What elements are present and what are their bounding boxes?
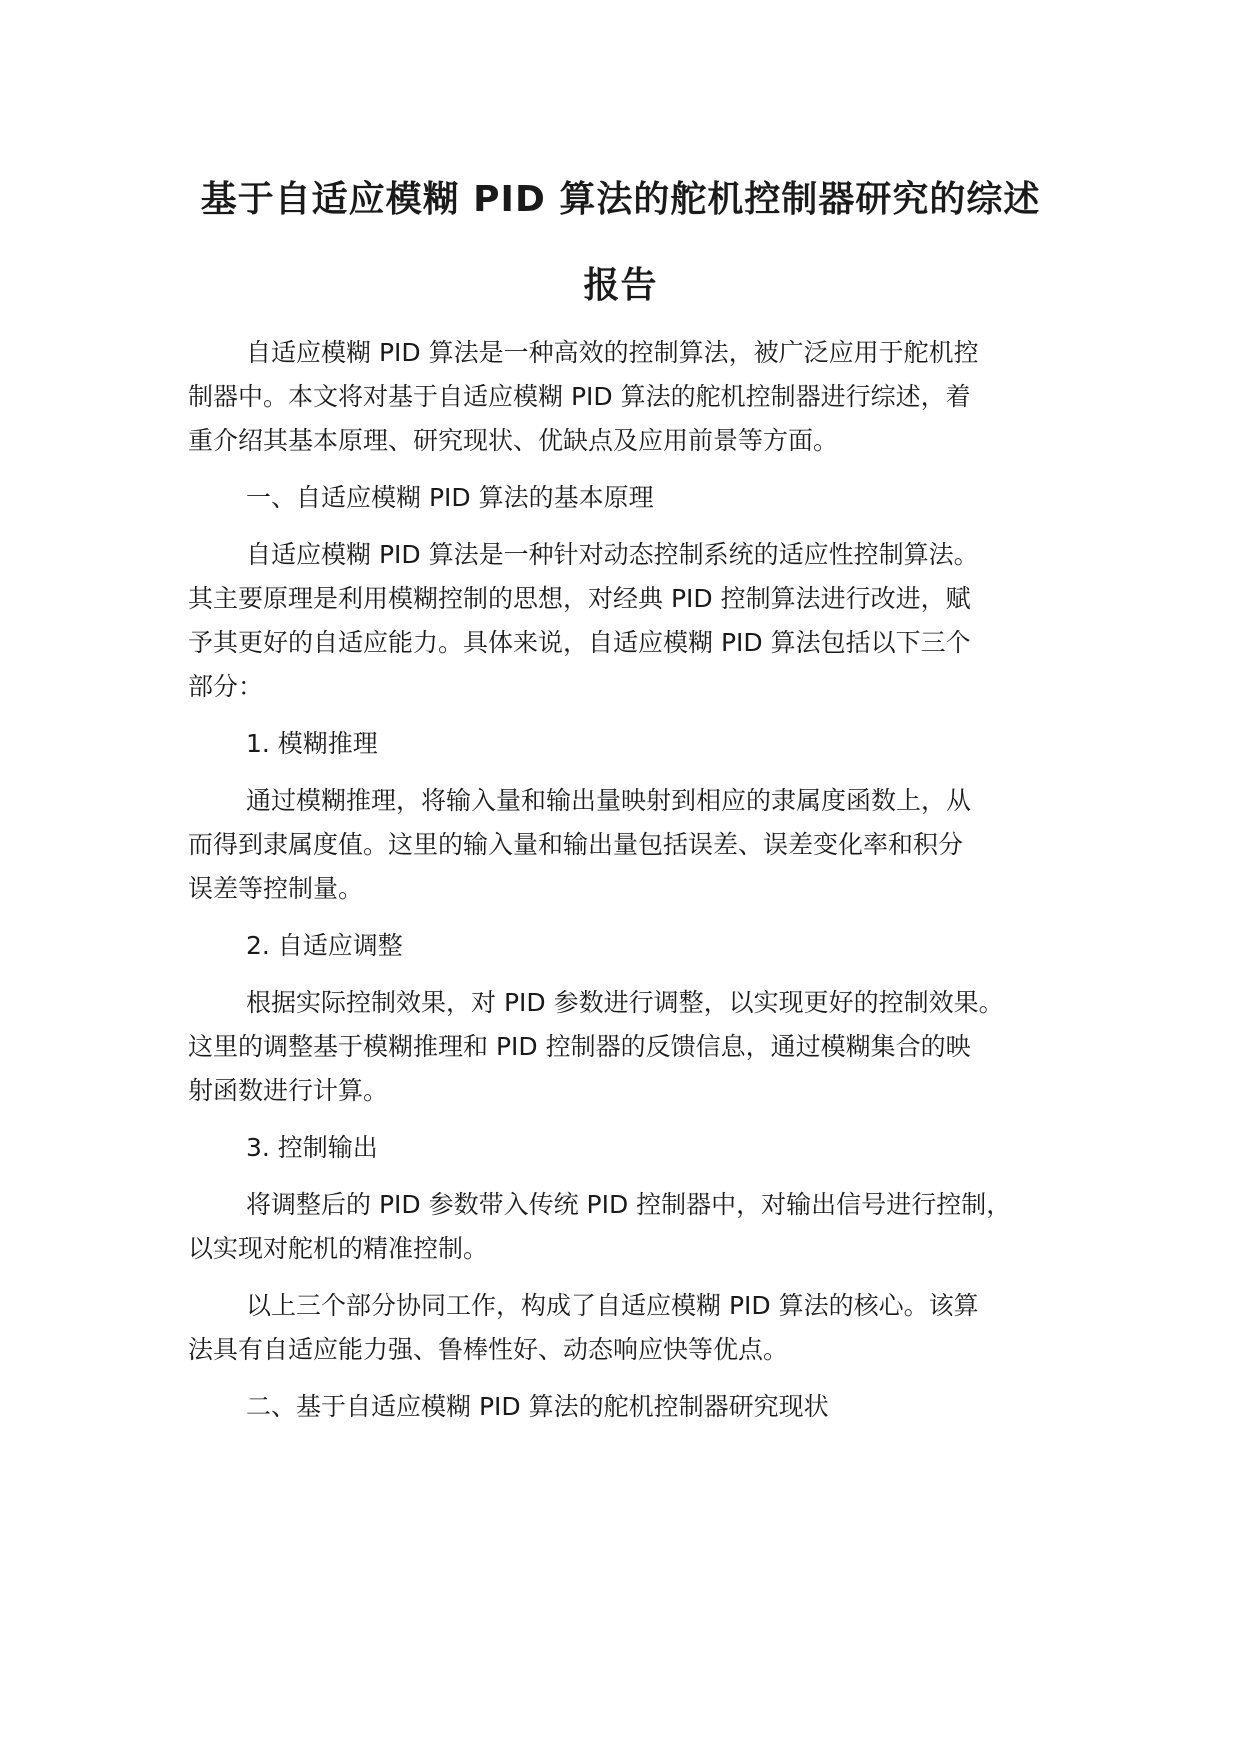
paragraph-line: 予其更好的自适应能力。具体来说，自适应模糊 PID 算法包括以下三个 — [188, 628, 971, 657]
paragraph-line: 以上三个部分协同工作，构成了自适应模糊 PID 算法的核心。该算 — [246, 1291, 979, 1320]
paragraph-line: 通过模糊推理，将输入量和输出量映射到相应的隶属度函数上，从 — [246, 786, 972, 815]
paragraph-line: 自适应模糊 PID 算法是一种高效的控制算法，被广泛应用于舵机控 — [246, 338, 979, 367]
paragraph-line: 法具有自适应能力强、鲁棒性好、动态响应快等优点。 — [188, 1335, 789, 1364]
paragraph-line: 将调整后的 PID 参数带入传统 PID 控制器中，对输出信号进行控制， — [246, 1190, 1012, 1219]
document-title-line-2: 报告 — [583, 265, 658, 306]
paragraph-line: 自适应模糊 PID 算法是一种针对动态控制系统的适应性控制算法。 — [246, 540, 979, 569]
paragraph-line: 部分： — [188, 672, 264, 701]
section-heading: 二、基于自适应模糊 PID 算法的舵机控制器研究现状 — [246, 1392, 829, 1421]
paragraph-line: 以实现对舵机的精准控制。 — [188, 1234, 489, 1263]
paragraph-line: 射函数进行计算。 — [188, 1076, 389, 1105]
paragraph-line: 而得到隶属度值。这里的输入量和输出量包括误差、误差变化率和积分 — [188, 830, 964, 859]
list-item-heading: 3. 控制输出 — [246, 1133, 378, 1162]
list-item-heading: 1. 模糊推理 — [246, 729, 378, 758]
paragraph-line: 这里的调整基于模糊推理和 PID 控制器的反馈信息，通过模糊集合的映 — [188, 1032, 971, 1061]
paragraph-line: 制器中。本文将对基于自适应模糊 PID 算法的舵机控制器进行综述，着 — [188, 382, 971, 411]
paragraph-line: 其主要原理是利用模糊控制的思想，对经典 PID 控制算法进行改进，赋 — [188, 584, 971, 613]
paragraph-line: 根据实际控制效果，对 PID 参数进行调整，以实现更好的控制效果。 — [246, 988, 1004, 1017]
paragraph-line: 误差等控制量。 — [188, 874, 364, 903]
list-item-heading: 2. 自适应调整 — [246, 931, 403, 960]
section-heading: 一、自适应模糊 PID 算法的基本原理 — [246, 483, 654, 512]
paragraph-line: 重介绍其基本原理、研究现状、优缺点及应用前景等方面。 — [188, 426, 839, 455]
document-title-line-1: 基于自适应模糊 PID 算法的舵机控制器研究的综述 — [200, 179, 1041, 220]
